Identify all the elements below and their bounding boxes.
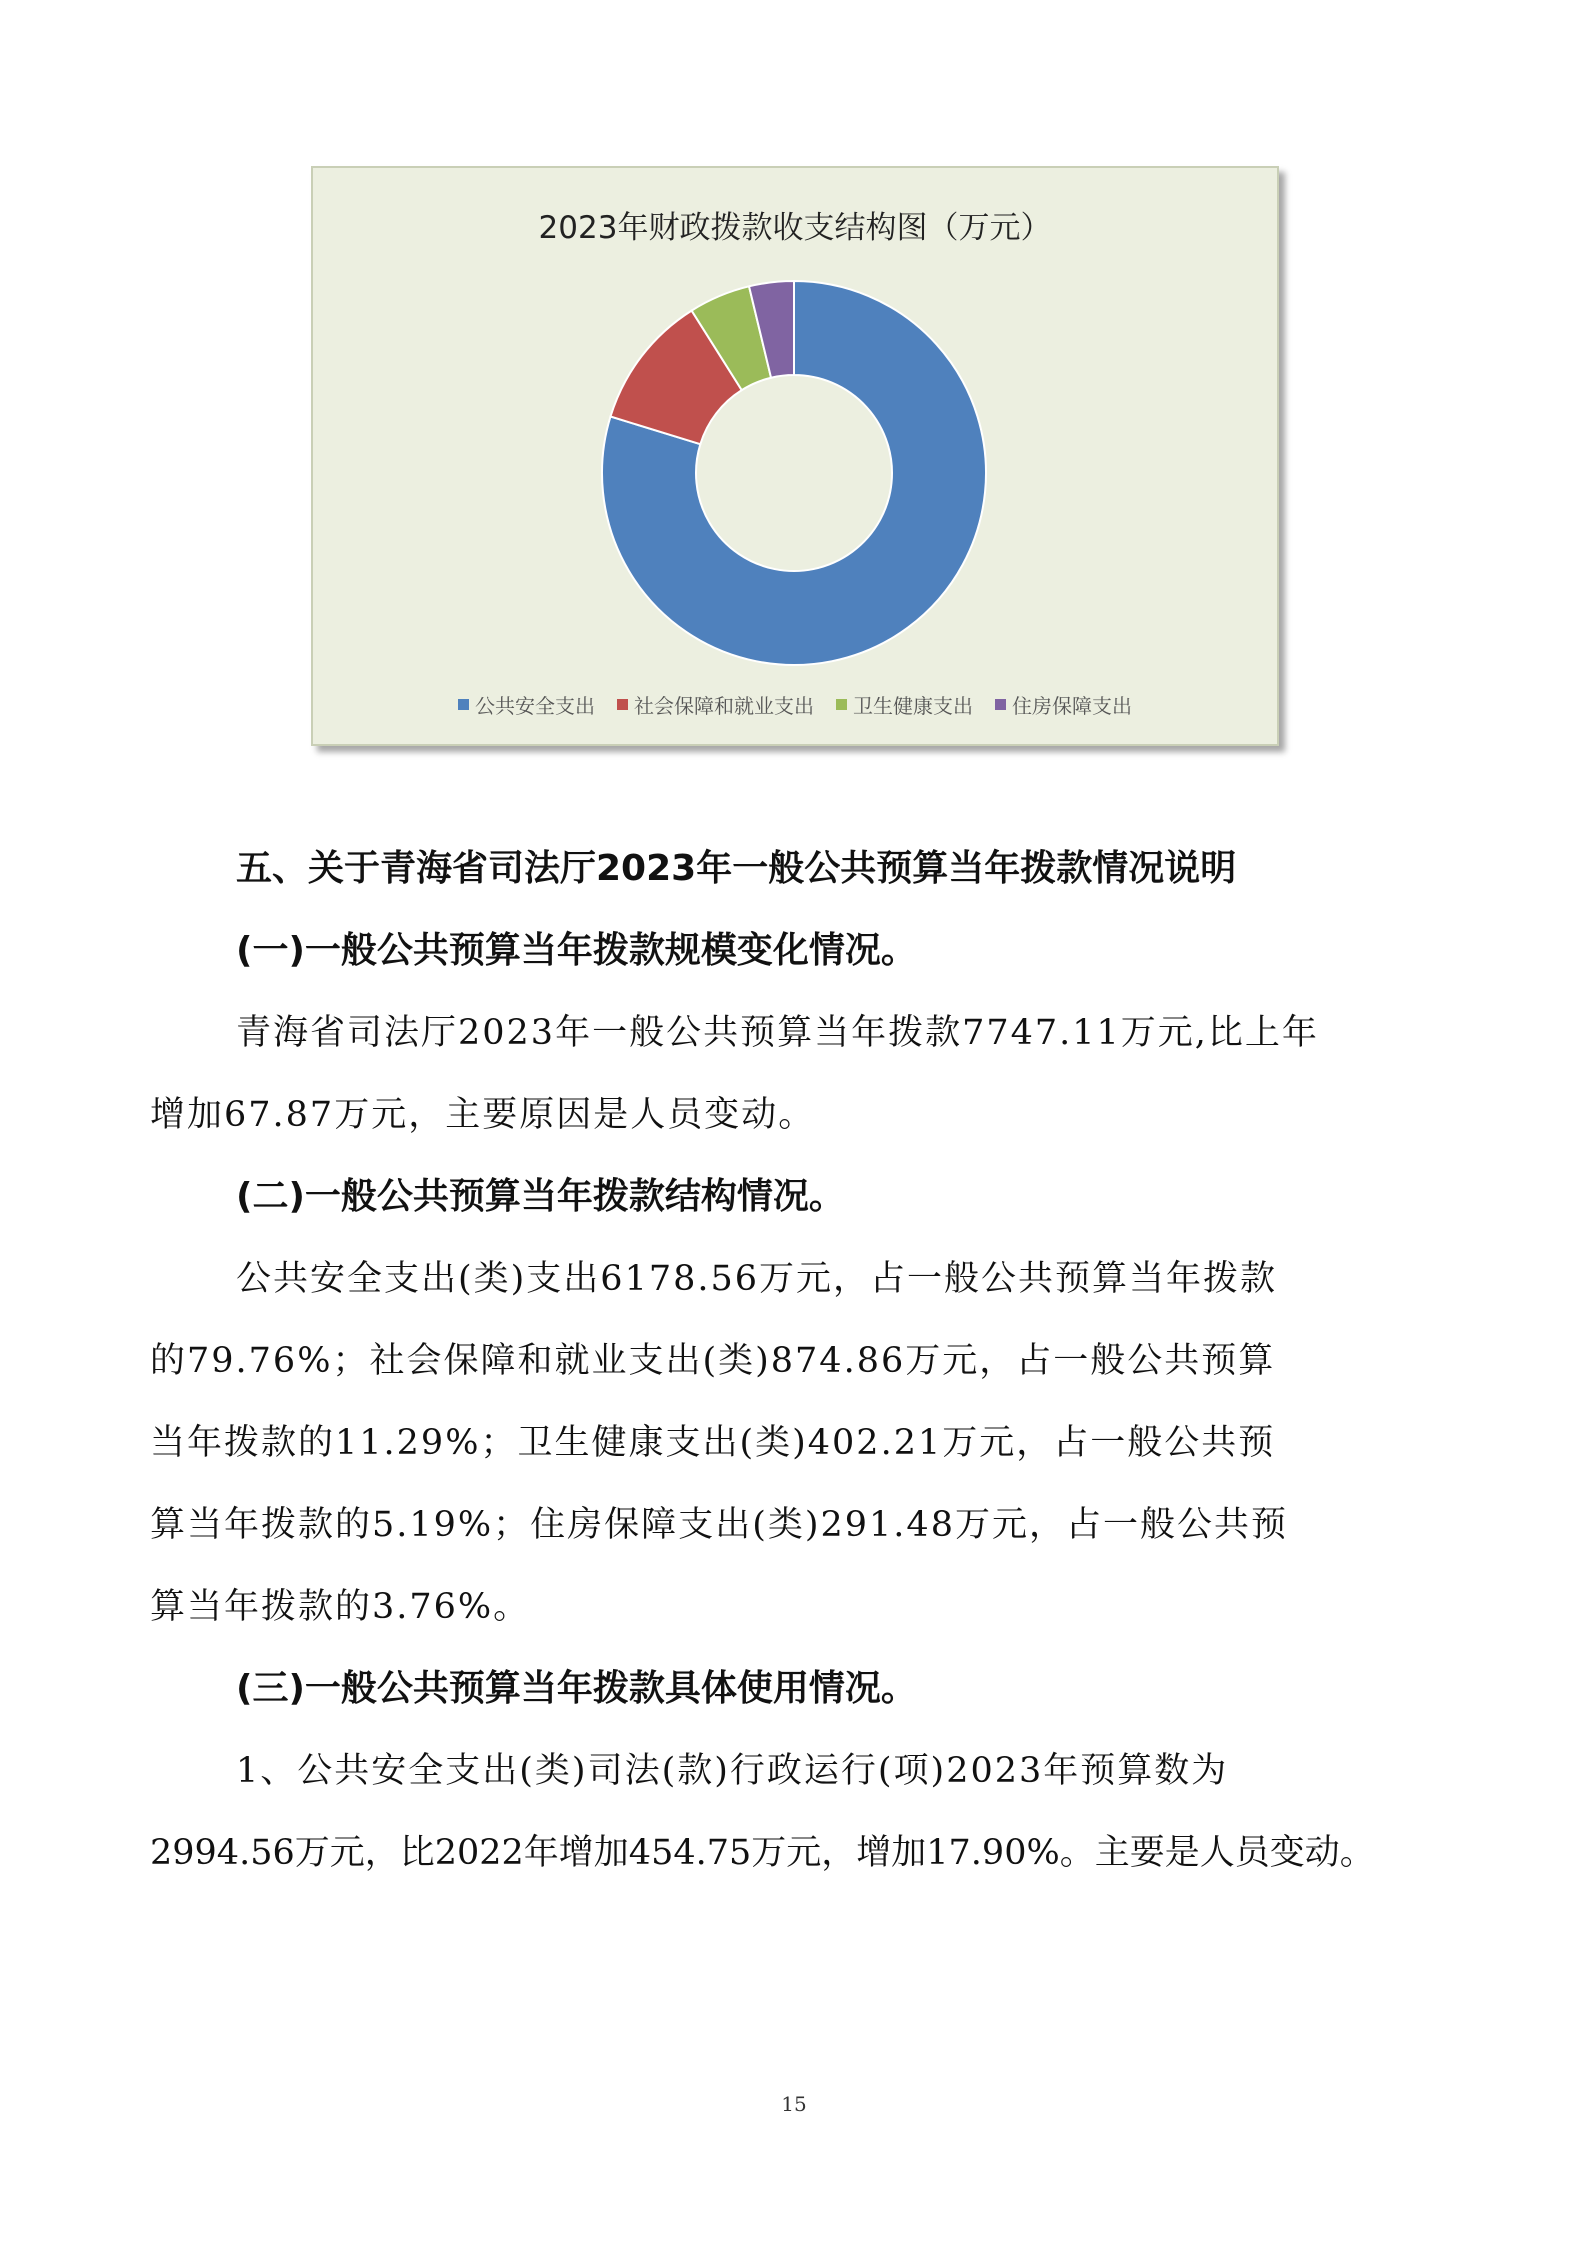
paragraph-line: 当年拨款的11.29%；卫生健康支出(类)402.21万元，占一般公共预 <box>150 1423 1276 1463</box>
paragraph-line: 算当年拨款的5.19%；住房保障支出(类)291.48万元，占一般公共预 <box>150 1505 1288 1545</box>
chart-legend <box>313 690 1277 719</box>
paragraph-line: 算当年拨款的3.76%。 <box>150 1587 531 1627</box>
legend-item <box>995 690 1132 719</box>
chart-title: 2023年财政拨款收支结构图（万元） <box>538 210 1052 246</box>
legend-label: 公共安全支出 <box>475 694 595 718</box>
legend-label: 卫生健康支出 <box>853 694 973 718</box>
legend-item <box>458 690 595 719</box>
paragraph-line: 的79.76%；社会保障和就业支出(类)874.86万元，占一般公共预算 <box>150 1341 1276 1381</box>
section-heading: 五、关于青海省司法厅2023年一般公共预算当年拨款情况说明 <box>236 848 1237 889</box>
chart-container <box>311 166 1279 746</box>
legend-swatch <box>617 699 628 710</box>
paragraph-line: 2994.56万元，比2022年增加454.75万元，增加17.90%。主要是人员变动。 <box>150 1833 1375 1873</box>
sub-heading-2: (二)一般公共预算当年拨款结构情况。 <box>236 1176 845 1217</box>
legend-label: 社会保障和就业支出 <box>634 694 814 718</box>
legend-swatch <box>995 699 1006 710</box>
donut-chart <box>313 168 1277 744</box>
sub-heading-1: (一)一般公共预算当年拨款规模变化情况。 <box>236 930 917 971</box>
legend-item <box>617 690 814 719</box>
paragraph-line: 增加67.87万元，主要原因是人员变动。 <box>150 1095 816 1135</box>
paragraph-line: 1、公共安全支出(类)司法(款)行政运行(项)2023年预算数为 <box>236 1751 1229 1791</box>
legend-item <box>836 690 973 719</box>
paragraph-line: 青海省司法厅2023年一般公共预算当年拨款7747.11万元,比上年 <box>236 1013 1319 1053</box>
legend-swatch <box>836 699 847 710</box>
legend-swatch <box>458 699 469 710</box>
legend-label: 住房保障支出 <box>1012 694 1132 718</box>
page-number: 15 <box>781 2092 807 2116</box>
sub-heading-3: (三)一般公共预算当年拨款具体使用情况。 <box>236 1668 917 1709</box>
paragraph-line: 公共安全支出(类)支出6178.56万元，占一般公共预算当年拨款 <box>236 1259 1278 1299</box>
